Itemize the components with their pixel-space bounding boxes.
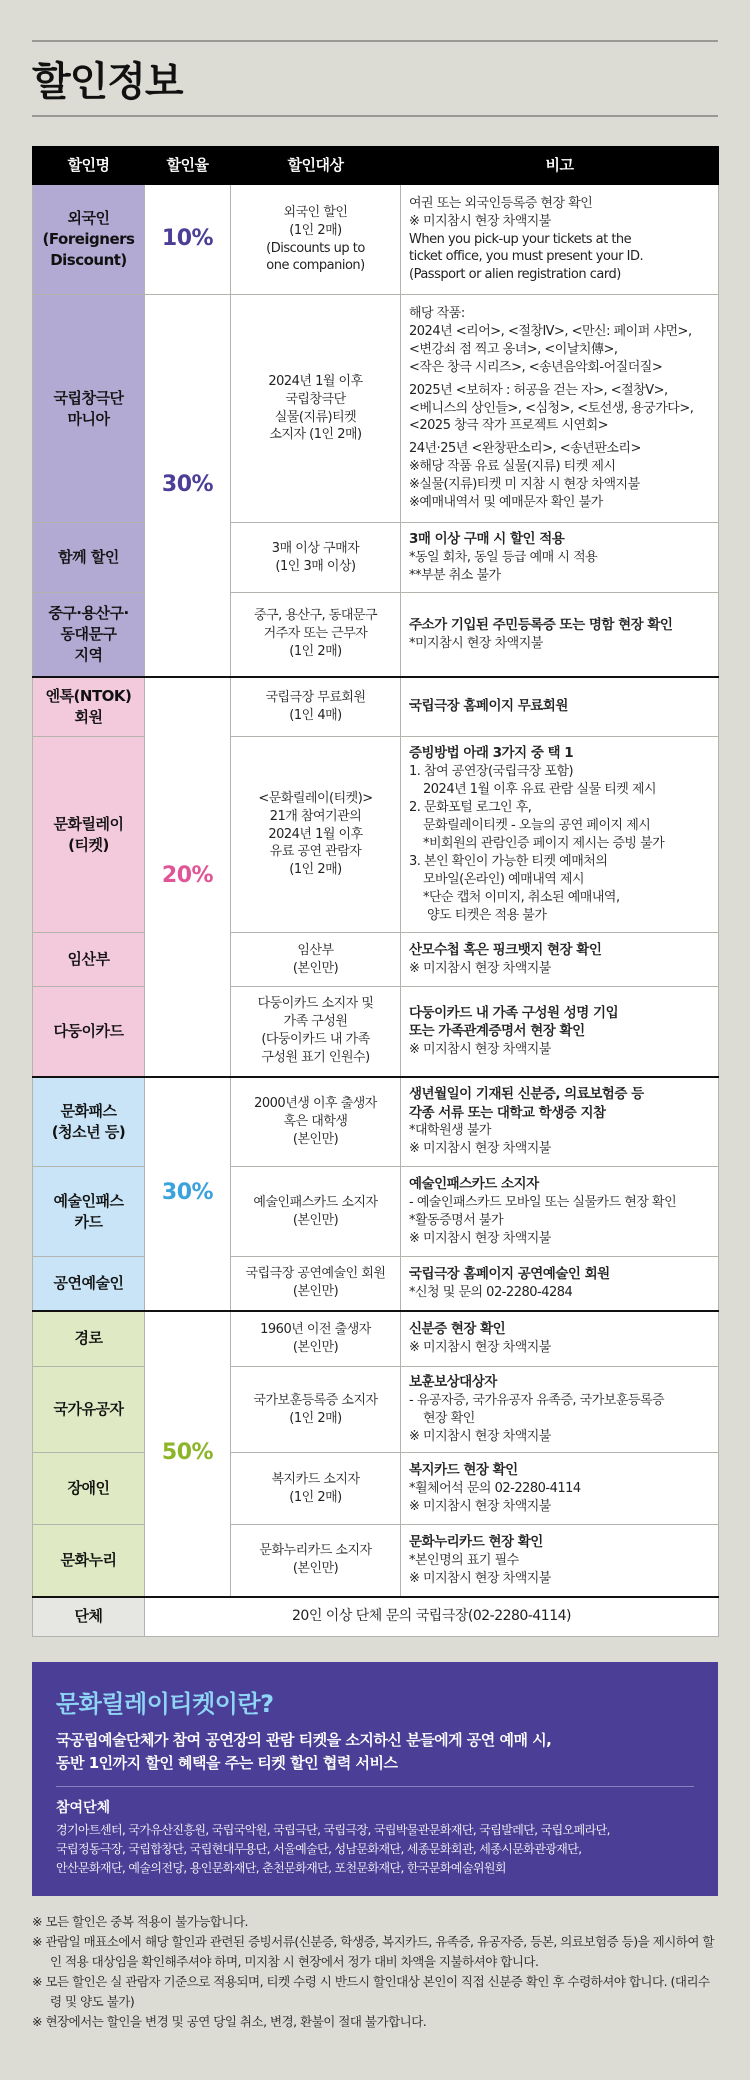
discount-table <box>32 146 719 1637</box>
discount-rate: 20% <box>145 677 231 1077</box>
participants-label: 참여단체 <box>56 1800 111 1816</box>
discount-note: 보훈보상대상자 - 유공자증, 국가유공자 유족증, 국가보훈등록증 현장 확인 ※ 미지참시 현장 차액지불 <box>401 1367 719 1453</box>
discount-note: 복지카드 현장 확인 *휠체어석 문의 02-2280-4114 ※ 미지참시 현장 차액지불 <box>401 1453 719 1525</box>
discount-note: 문화누리카드 현장 확인 *본인명의 표기 필수 ※ 미지참시 현장 차액지불 <box>401 1525 719 1597</box>
discount-name: 외국인 (Foreigners Discount) <box>33 185 145 295</box>
table-row <box>33 185 719 295</box>
promo-heading: 문화릴레이티켓이란? <box>56 1690 274 1718</box>
discount-note: 해당 작품: 2024년 <리어>, <절창Ⅳ>, <만신: 페이퍼 샤먼>, <변강쇠 점 찍고 옹녀>, <이날치傳>, <작은 창극 시리즈>, <송년음악회-어질더질> 2025년 <보허자 : 허공을 걷는 자>, <절창Ⅴ>, <베니스의 상인들>, <심청>, <토선생, 용궁가다>, <2025 창극 작가 프로젝트 시연회> 24년·25년 <완창판소리>, <송년판소리> ※해당 작품 유료 실물(지류) 티켓 제시 ※실물(지류)티켓 미 지참 시 현장 차액지불 ※예매내역서 및 예매문자 확인 불가 <box>401 295 719 523</box>
table-row <box>33 1453 719 1525</box>
table-row <box>33 1257 719 1311</box>
discount-note: 국립극장 홈페이지 공연예술인 회원 *신청 및 문의 02-2280-4284 <box>401 1257 719 1311</box>
header-name: 할인명 <box>33 147 145 185</box>
discount-name: 장애인 <box>33 1453 145 1525</box>
table-row <box>33 987 719 1077</box>
discount-target: 2024년 1월 이후 국립창극단 실물(지류)티켓 소지자 (1인 2매) <box>231 295 401 523</box>
page-title: 할인정보 <box>32 59 183 105</box>
discount-name: 다둥이카드 <box>33 987 145 1077</box>
footnotes <box>32 1912 718 2032</box>
table-row <box>33 677 719 737</box>
discount-note: 예술인패스카드 소지자 - 예술인패스카드 모바일 또는 실물카드 현장 확인 *활동증명서 불가 ※ 미지참시 현장 차액지불 <box>401 1167 719 1257</box>
participants-list: 경기아트센터, 국가유산진흥원, 국립국악원, 국립극단, 국립극장, 국립박물관문화재단, 국립발레단, 국립오페라단, 국립정동극장, 국립합창단, 국립현대무용단, 서울예술단, 성남문화재단, 세종문화회관, 세종시문화관광재단, 안산문화재단, 예술의전당, 용인문화재단, 춘천문화재단, 포천문화재단, 한국문화예술위원회 <box>56 1823 610 1876</box>
discount-target: 국가보훈등록증 소지자 (1인 2매) <box>231 1367 401 1453</box>
group-name: 단체 <box>33 1597 145 1637</box>
discount-name: 함께 할인 <box>33 523 145 593</box>
relay-ticket-info-box <box>32 1662 718 1896</box>
discount-name: 예술인패스 카드 <box>33 1167 145 1257</box>
discount-rate: 30% <box>145 295 231 677</box>
discount-note: 주소가 기입된 주민등록증 또는 명함 현장 확인 *미지참시 현장 차액지불 <box>401 593 719 677</box>
discount-name: 국립창극단 마니아 <box>33 295 145 523</box>
promo-description: 국공립예술단체가 참여 공연장의 관람 티켓을 소지하신 분들에게 공연 예매 시, 동반 1인까지 할인 혜택을 주는 티켓 할인 협력 서비스 <box>56 1731 552 1772</box>
promo-divider <box>56 1786 694 1787</box>
footnote: ※ 모든 할인은 중복 적용이 불가능합니다. <box>32 1914 249 1929</box>
discount-name: 경로 <box>33 1311 145 1367</box>
header-rate: 할인율 <box>145 147 231 185</box>
discount-target: 1960년 이전 출생자 (본인만) <box>231 1311 401 1367</box>
header-note: 비고 <box>401 147 719 185</box>
footnote: ※ 현장에서는 할인을 변경 및 공연 당일 취소, 변경, 환불이 절대 불가합니다. <box>32 2014 427 2029</box>
group-note: 20인 이상 단체 문의 국립극장(02-2280-4114) <box>145 1597 719 1637</box>
table-header-row <box>33 147 719 185</box>
discount-name: 문화릴레이 (티켓) <box>33 737 145 933</box>
footnote: ※ 관람일 매표소에서 해당 할인과 관련된 증빙서류(신분증, 학생증, 복지카드, 유족증, 유공자증, 등본, 의료보험증 등)을 제시하여 할인 적용 대상임을 확인해주셔야 하며, 미지참 시 현장에서 정가 대비 차액을 지불하셔야 합니다. <box>32 1934 714 1969</box>
discount-note: 3매 이상 구매 시 할인 적용 *동일 회차, 동일 등급 예매 시 적용 **부분 취소 불가 <box>401 523 719 593</box>
table-row <box>33 737 719 933</box>
discount-target: 국립극장 공연예술인 회원 (본인만) <box>231 1257 401 1311</box>
table-row <box>33 1311 719 1367</box>
table-row <box>33 933 719 987</box>
discount-target: 예술인패스카드 소지자 (본인만) <box>231 1167 401 1257</box>
discount-name: 문화패스 (청소년 등) <box>33 1077 145 1167</box>
discount-name: 엔톡(NTOK) 회원 <box>33 677 145 737</box>
top-rule <box>32 40 718 42</box>
discount-note: 국립극장 홈페이지 무료회원 <box>401 677 719 737</box>
discount-name: 공연예술인 <box>33 1257 145 1311</box>
discount-rate: 10% <box>145 185 231 295</box>
table-row <box>33 1525 719 1597</box>
discount-rate: 30% <box>145 1077 231 1311</box>
discount-target: 임산부 (본인만) <box>231 933 401 987</box>
table-row <box>33 593 719 677</box>
table-row <box>33 1077 719 1167</box>
table-row <box>33 295 719 523</box>
discount-target: 복지카드 소지자 (1인 2매) <box>231 1453 401 1525</box>
discount-target: 문화누리카드 소지자 (본인만) <box>231 1525 401 1597</box>
discount-name: 임산부 <box>33 933 145 987</box>
table-row <box>33 1597 719 1637</box>
discount-target: <문화릴레이(티켓)> 21개 참여기관의 2024년 1월 이후 유료 공연 관람자 (1인 2매) <box>231 737 401 933</box>
discount-note: 여권 또는 외국인등록증 현장 확인 ※ 미지참시 현장 차액지불 When you pick-up your tickets at the ticket office, you must present your ID. (Passport or alien registration card) <box>401 185 719 295</box>
discount-note: 산모수첩 혹은 핑크뱃지 현장 확인 ※ 미지참시 현장 차액지불 <box>401 933 719 987</box>
footnote: ※ 모든 할인은 실 관람자 기준으로 적용되며, 티켓 수령 시 반드시 할인대상 본인이 직접 신분증 확인 후 수령하셔야 합니다. (대리수령 및 양도 불가) <box>32 1974 710 2009</box>
discount-target: 다둥이카드 소지자 및 가족 구성원 (다둥이카드 내 가족 구성원 표기 인원수) <box>231 987 401 1077</box>
discount-target: 국립극장 무료회원 (1인 4매) <box>231 677 401 737</box>
header-target: 할인대상 <box>231 147 401 185</box>
table-row <box>33 1367 719 1453</box>
discount-name: 문화누리 <box>33 1525 145 1597</box>
discount-target: 외국인 할인 (1인 2매) (Discounts up to one companion) <box>231 185 401 295</box>
discount-target: 3매 이상 구매자 (1인 3매 이상) <box>231 523 401 593</box>
table-row <box>33 523 719 593</box>
discount-rate: 50% <box>145 1311 231 1597</box>
discount-note: 신분증 현장 확인 ※ 미지참시 현장 차액지불 <box>401 1311 719 1367</box>
discount-note: 생년월일이 기재된 신분증, 의료보험증 등 각종 서류 또는 대학교 학생증 지참 *대학원생 불가 ※ 미지참시 현장 차액지불 <box>401 1077 719 1167</box>
discount-target: 2000년생 이후 출생자 혹은 대학생 (본인만) <box>231 1077 401 1167</box>
table-row <box>33 1167 719 1257</box>
title-rule <box>32 115 718 117</box>
discount-note: 다둥이카드 내 가족 구성원 성명 기입 또는 가족관계증명서 현장 확인 ※ 미지참시 현장 차액지불 <box>401 987 719 1077</box>
discount-target: 중구, 용산구, 동대문구 거주자 또는 근무자 (1인 2매) <box>231 593 401 677</box>
discount-name: 중구·용산구· 동대문구 지역 <box>33 593 145 677</box>
discount-name: 국가유공자 <box>33 1367 145 1453</box>
discount-note: 증빙방법 아래 3가지 중 택 1 1. 참여 공연장(국립극장 포함) 2024년 1월 이후 유료 관람 실물 티켓 제시 2. 문화포털 로그인 후, 문화릴레이티켓 - 오늘의 공연 페이지 제시 *비회원의 관람인증 페이지 제시는 증빙 불가 3. 본인 확인이 가능한 티켓 예매처의 모바일(온라인) 예매내역 제시 *단순 캡처 이미지, 취소된 예매내역, 양도 티켓은 적용 불가 <box>401 737 719 933</box>
